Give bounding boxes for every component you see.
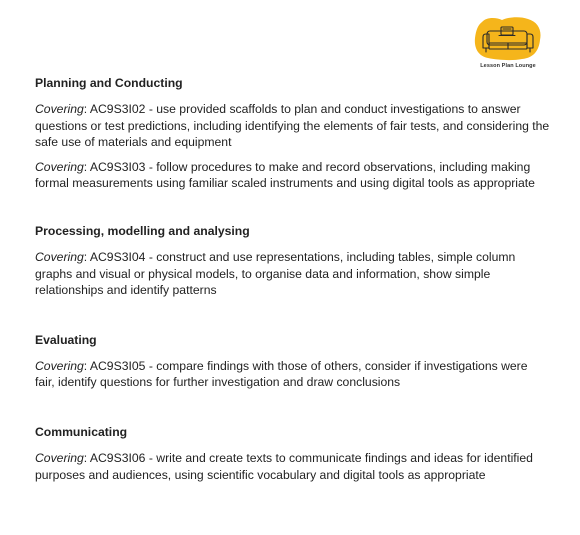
covering-text: : AC9S3I03 - follow procedures to make and record observations, including making formal measurements using familiar scaled instruments and using digital tools as appropriate	[35, 159, 535, 191]
covering-text: : AC9S3I05 - compare findings with those of others, consider if investigations were fair, identify questions for further investigation and draw conclusions	[35, 358, 528, 390]
section-processing-modelling-analysing	[35, 224, 550, 299]
covering-text: : AC9S3I02 - use provided scaffolds to plan and conduct investigations to answer questions or test predictions, including identifying the elements of fair tests, and considering the safe use of materials and equipment	[35, 102, 550, 150]
covering-label: Covering	[35, 358, 84, 373]
covering-label: Covering	[35, 249, 84, 264]
covering-item	[35, 249, 550, 299]
logo-text: Lesson Plan Lounge	[480, 63, 536, 69]
section-heading: Evaluating	[35, 332, 97, 347]
covering-label: Covering	[35, 102, 84, 116]
covering-item	[35, 101, 550, 151]
section-communicating	[35, 425, 550, 483]
covering-item	[35, 358, 550, 391]
section-planning-and-conducting	[35, 76, 550, 192]
covering-item	[35, 159, 550, 192]
section-evaluating	[35, 333, 550, 391]
covering-label: Covering	[35, 450, 84, 465]
section-heading: Communicating	[35, 424, 128, 439]
covering-text: : AC9S3I06 - write and create texts to communicate findings and ideas for identified purposes and audiences, using scientific vocabulary and digital tools as appropriate	[35, 450, 533, 482]
covering-label: Covering	[35, 159, 84, 174]
covering-item	[35, 450, 550, 483]
curriculum-content	[35, 76, 550, 517]
section-heading: Planning and Conducting	[35, 76, 183, 90]
covering-text: : AC9S3I04 - construct and use representations, including tables, simple column graphs and visual or physical models, to organise data and information, show simple relationships and identify patterns	[35, 249, 516, 298]
section-heading: Processing, modelling and analysing	[35, 223, 250, 238]
lesson-plan-lounge-logo	[472, 16, 544, 74]
sofa-logo-icon	[472, 16, 544, 62]
